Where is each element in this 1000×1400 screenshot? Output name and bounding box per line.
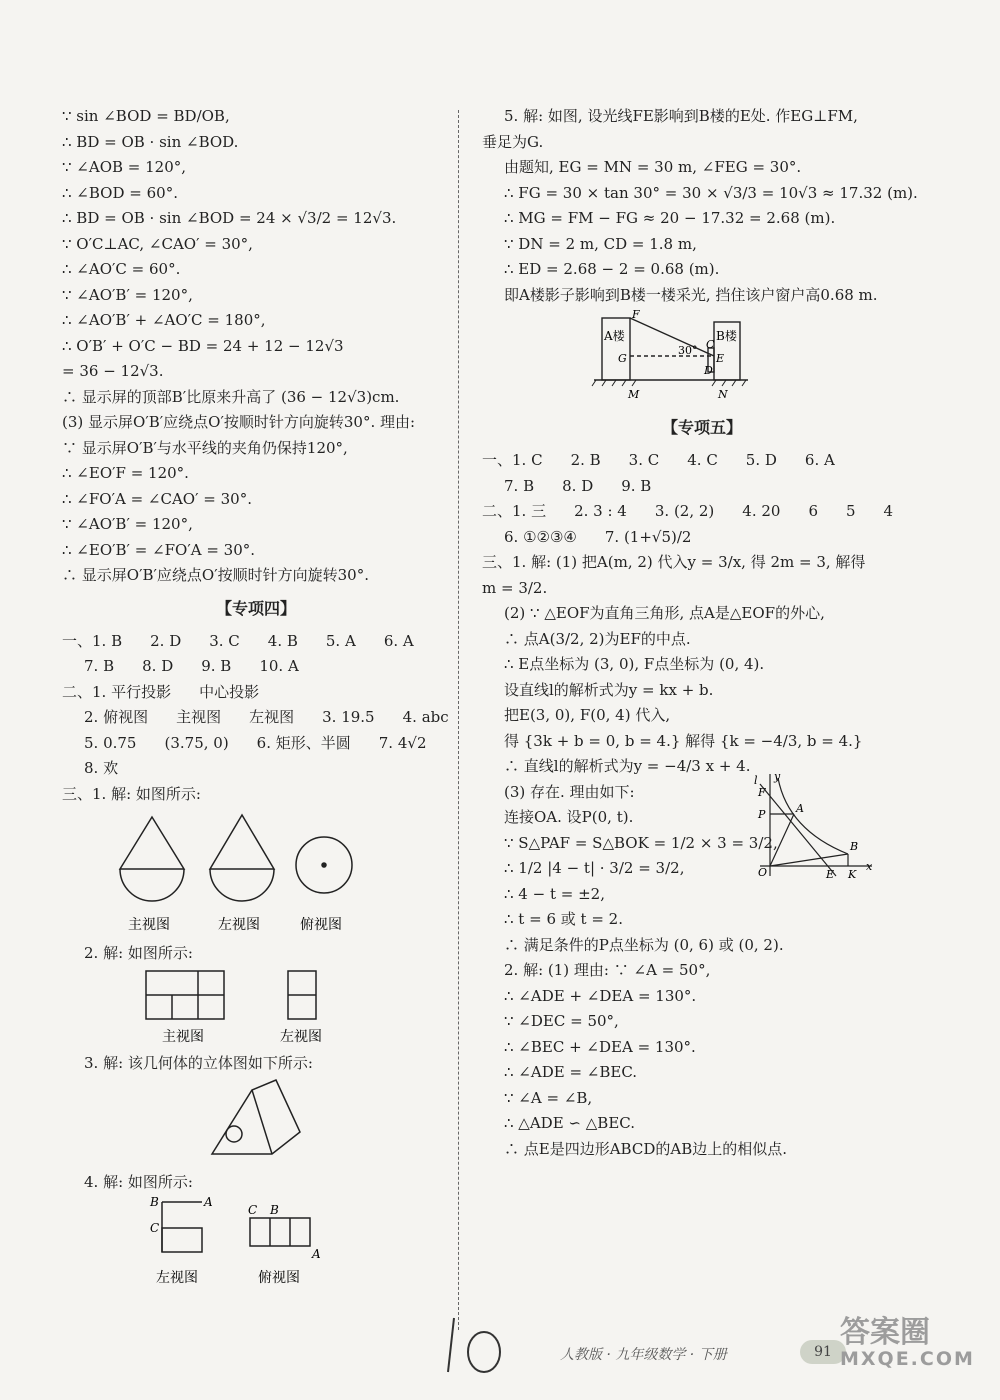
point-label: K [848, 867, 857, 881]
section5-title: 【专项五】 [661, 418, 742, 437]
buildings-figure [482, 308, 922, 404]
answer: 9. B [201, 657, 232, 675]
answer: 6. A [383, 631, 414, 650]
answer: 7. (1+√5)/2 [604, 527, 692, 546]
solution-line: ∴ 4 − t = ±2, [504, 884, 605, 903]
solution-line: ∴ 1/2 |4 − t| · 3/2 = 3/2, [504, 859, 685, 877]
view-caption: 左视图 [156, 1269, 198, 1286]
left-line: ∴ ∠AO′B′ + ∠AO′C = 180°, [62, 311, 266, 329]
left-line: = 36 − 12√3. [62, 362, 164, 380]
answer: 3. (2, 2) [654, 502, 715, 520]
answer: 主视图 [176, 708, 222, 726]
answer: 7. B [504, 476, 535, 495]
question-4: 4. 解: 如图所示: [84, 1173, 193, 1191]
left-line: ∵ ∠AOB = 120°, [62, 158, 187, 176]
q2-figure [62, 967, 442, 1047]
answer: 7. 4√2 [378, 733, 427, 752]
solution-line: 三、1. 解: (1) 把A(m, 2) 代入y = 3/x, 得 2m = 3, 解得 [482, 553, 866, 571]
answer: 二、1. 三 [482, 502, 547, 520]
solution-line: ∵ ∠DEC = 50°, [504, 1012, 619, 1030]
answer: 3. C [209, 631, 240, 650]
answer-row [62, 705, 450, 731]
answer-row [482, 525, 922, 551]
prism-edge [252, 1090, 272, 1154]
solution-line: ∴ ∠BEC + ∠DEA = 130°. [504, 1037, 696, 1056]
point-label: E [826, 867, 835, 881]
watermark-url: MXQE.COM [840, 1348, 975, 1370]
point-label: A [204, 1195, 213, 1209]
segment-oa [770, 814, 794, 866]
answer: 4. abc [402, 708, 449, 726]
solution-line: ∴ E点坐标为 (3, 0), F点坐标为 (0, 4). [504, 655, 765, 673]
building-label: B楼 [716, 329, 737, 343]
answer: 二、1. 平行投影 [62, 682, 172, 701]
left-line: ∴ 显示屏O′B′应绕点O′按顺时针方向旋转30°. [62, 566, 369, 584]
answer: 2. D [150, 631, 182, 650]
point-label: C [248, 1202, 258, 1217]
answer: 4. B [267, 631, 298, 650]
question-1: 三、1. 解: 如图所示: [62, 784, 201, 803]
right-line: 5. 解: 如图, 设光线FE影响到B楼的E处. 作EG⊥FM, [504, 107, 858, 125]
solution-line: 2. 解: (1) 理由: ∵ ∠A = 50°, [504, 961, 711, 979]
answer: 一、1. B [62, 631, 123, 650]
left-line: ∴ ∠BOD = 60°. [62, 183, 178, 202]
solution-line: (3) 存在. 理由如下: [504, 782, 635, 801]
solution-line: ∴ ∠ADE = ∠BEC. [504, 1063, 638, 1081]
q4-top-view [250, 1218, 310, 1246]
answer: 一、1. C [482, 451, 543, 469]
answer-row [62, 731, 450, 757]
q4-figure [62, 1196, 442, 1286]
origin-label: O [758, 865, 768, 879]
front-view-shape [120, 817, 184, 901]
answer-row [482, 448, 922, 474]
q2-front-view [146, 971, 224, 1019]
view-caption: 左视图 [218, 917, 260, 933]
solution-line: ∵ ∠A = ∠B, [504, 1088, 593, 1107]
answer: 5 [846, 502, 856, 520]
point-label: P [758, 807, 766, 821]
left-line: ∵ 显示屏O′B′与水平线的夹角仍保持120°, [62, 438, 348, 457]
answer-row [482, 474, 922, 500]
view-caption: 主视图 [162, 1028, 204, 1045]
solution-line: ∴ 满足条件的P点坐标为 (0, 6) 或 (0, 2). [504, 935, 784, 954]
solution-line: ∴ ∠ADE + ∠DEA = 130°. [504, 986, 697, 1005]
handwritten-number [440, 1310, 520, 1380]
axis-label: x [866, 859, 873, 873]
page-number: 91 [800, 1340, 846, 1364]
right-line: 即A楼影子影响到B楼一楼采光, 挡住该户窗户高0.68 m. [504, 285, 878, 304]
solution-line: ∴ 直线l的解析式为y = −4/3 x + 4. [504, 757, 751, 775]
answer: 5. 0.75 [84, 733, 137, 752]
right-line: 由题知, EG = MN = 30 m, ∠FEG = 30°. [504, 158, 802, 176]
answer: 6. 矩形、半圆 [256, 733, 351, 752]
coordinate-graph [748, 770, 878, 882]
left-line: ∴ ∠FO′A = ∠CAO′ = 30°. [62, 489, 252, 508]
solution-line: ∴ △ADE ∽ △BEC. [504, 1114, 635, 1132]
answer-row [62, 629, 450, 655]
left-column [62, 104, 450, 1290]
point-label: E [716, 352, 725, 365]
right-line: ∴ FG = 30 × tan 30° = 30 × √3/3 = 10√3 ≈ 17.32 (m). [504, 183, 918, 202]
left-line: ∴ ∠EO′F = 120°. [62, 464, 189, 482]
point-label: B [270, 1202, 279, 1217]
right-line: ∴ ED = 2.68 − 2 = 0.68 (m). [504, 260, 720, 278]
answer: 中心投影 [199, 682, 260, 701]
point-label: N [718, 388, 728, 401]
left-view-shape [210, 815, 274, 901]
point-label: F [632, 308, 640, 321]
right-column [482, 104, 922, 1162]
handwritten-mark [440, 1310, 520, 1384]
left-line: ∴ BD = OB · sin ∠BOD. [62, 132, 239, 151]
part3-block [482, 769, 922, 933]
solution-line: ∴ t = 6 或 t = 2. [504, 910, 623, 928]
solution-line: (2) ∵ △EOF为直角三角形, 点A是△EOF的外心, [504, 604, 825, 622]
axis-label: y [774, 769, 781, 783]
footer-text: 人教版 · 九年级数学 · 下册 [560, 1347, 727, 1363]
prism-hole [226, 1126, 242, 1142]
solution-line: ∴ 点E是四边形ABCD的AB边上的相似点. [504, 1139, 787, 1158]
view-caption: 俯视图 [258, 1269, 300, 1286]
solution-line: 设直线l的解析式为y = kx + b. [504, 680, 714, 699]
answer: 2. 俯视图 [84, 708, 149, 726]
section4-title: 【专项四】 [215, 598, 296, 618]
answer: 7. B [84, 657, 115, 675]
right-line: ∴ MG = FM − FG ≈ 20 − 17.32 = 2.68 (m). [504, 209, 836, 227]
left-line: ∵ ∠AO′B′ = 120°, [62, 515, 193, 533]
solution-line: 得 {3k + b = 0, b = 4.} 解得 {k = −4/3, b = 4.} [504, 731, 863, 750]
answer-row [62, 680, 450, 706]
point-label: C [150, 1220, 160, 1235]
watermark-logo [840, 1315, 975, 1370]
left-line: ∵ ∠AO′B′ = 120°, [62, 285, 193, 304]
answer: 2. 3 : 4 [574, 502, 627, 520]
hyperbola [778, 778, 848, 854]
line-label: l [754, 773, 758, 787]
left-line: ∵ O′C⊥AC, ∠CAO′ = 30°, [62, 234, 253, 253]
answer: 4. 20 [742, 502, 781, 520]
segment-ob [770, 854, 848, 866]
solution-line: 把E(3, 0), F(0, 4) 代入, [504, 706, 671, 724]
view-caption: 左视图 [280, 1028, 322, 1045]
answer: 6 [808, 502, 818, 520]
q4-left-view [162, 1202, 202, 1252]
point-label: F [758, 785, 766, 799]
q3-solid-figure [62, 1076, 442, 1166]
left-line: ∴ O′B′ + O′C − BD = 24 + 12 − 12√3 [62, 336, 344, 355]
point-label: A [796, 801, 804, 815]
point-label: D [704, 364, 713, 377]
left-line: ∴ 显示屏的顶部B′比原来升高了 (36 − 12√3)cm. [62, 387, 400, 406]
answer-row [482, 499, 922, 525]
right-line: ∵ DN = 2 m, CD = 1.8 m, [504, 234, 697, 253]
answer: 8. D [562, 476, 594, 495]
point-label: B [150, 1195, 159, 1209]
answer: 左视图 [249, 708, 295, 726]
triangular-prism [212, 1080, 300, 1154]
answer-row [62, 654, 450, 680]
answer: 3. C [628, 451, 660, 469]
left-line: ∵ sin ∠BOD = BD/OB, [62, 107, 230, 125]
left-line: ∴ ∠AO′C = 60°. [62, 260, 181, 278]
left-line: ∴ ∠EO′B′ = ∠FO′A = 30°. [62, 540, 256, 559]
answer: 8. D [142, 657, 174, 675]
watermark-title: 答案圈 [840, 1315, 930, 1350]
question-2: 2. 解: 如图所示: [84, 944, 193, 962]
view-caption: 俯视图 [300, 917, 342, 933]
solution-line: ∵ S△PAF = S△BOK = 1/2 × 3 = 3/2, [504, 833, 778, 852]
answer: 8. 欢 [84, 759, 119, 777]
answer: 3. 19.5 [322, 708, 375, 726]
angle-label: 30° [678, 344, 698, 357]
building-a [602, 318, 630, 380]
solution-line: 连接OA. 设P(0, t). [504, 808, 634, 826]
building-label: A楼 [604, 329, 625, 343]
column-divider [458, 110, 459, 1330]
answer: 6. A [804, 451, 835, 469]
top-view-shape [296, 837, 352, 893]
answer: 2. B [570, 451, 601, 469]
left-line: ∴ BD = OB · sin ∠BOD = 24 × √3/2 = 12√3. [62, 209, 397, 227]
answer: 6. ①②③④ [504, 527, 577, 546]
point-label: C [706, 338, 715, 351]
answer: 5. D [745, 451, 777, 469]
light-ray [630, 318, 714, 356]
left-line: (3) 显示屏O′B′应绕点O′按顺时针方向旋转30°. 理由: [62, 413, 416, 431]
view-caption: 主视图 [128, 917, 170, 933]
question-3: 3. 解: 该几何体的立体图如下所示: [84, 1053, 313, 1072]
three-views-figure [62, 807, 442, 937]
answer: 4 [883, 502, 894, 520]
point-label: G [618, 352, 627, 365]
answer: 9. B [621, 476, 652, 495]
answer: 10. A [259, 657, 299, 675]
point-label: A [312, 1246, 321, 1261]
q2-left-view [288, 971, 316, 1019]
answer: 5. A [325, 631, 356, 650]
answer: 4. C [687, 451, 718, 469]
solution-line: ∴ 点A(3/2, 2)为EF的中点. [504, 629, 691, 648]
point-label: B [850, 839, 859, 853]
right-line: 垂足为G. [482, 132, 544, 151]
solution-line: m = 3/2. [482, 578, 548, 597]
point-label: M [628, 388, 640, 401]
answer: (3.75, 0) [164, 733, 229, 752]
